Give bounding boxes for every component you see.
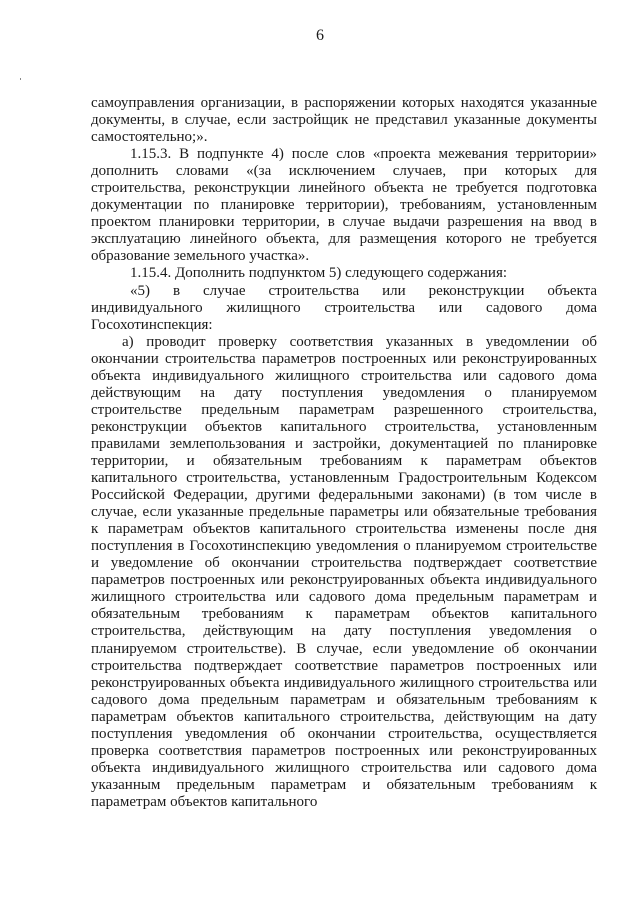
paragraph-1-15-4: 1.15.4. Дополнить подпунктом 5) следующего содержания: — [130, 265, 508, 282]
document-body — [91, 95, 597, 811]
paragraph-subitem-5: «5) в случае строительства или реконструкции объекта индивидуального жилищного строительства или садового дома Госохотинспекция: — [91, 282, 597, 333]
scan-artifact — [20, 78, 21, 80]
page-number: 6 — [316, 27, 324, 44]
paragraph-subitem-a: а) проводит проверку соответствия указанных в уведомлении об окончании строительства параметров построенных или реконструированных объекта индивидуального жилищного строительства или садового дома действующим на дату поступления уведомления о планируемом строительстве предельным параметрам разрешенного строительства, реконструкции объектов капитального строительства, установленным правилами землепользования и застройки, документацией по планировке территории, и обязательным требованиям к параметрам объектов капитального строительства, установленным Градостроительным Кодексом Российской Федерации, другими федеральными законами) (в том числе в случае, если указанные предельные параметры или обязательные требования к параметрам объектов капитального строительства изменены после дня поступления в Госохотинспекцию уведомления о планируемом строительстве и уведомление об окончании строительства подтверждает соответствие параметров построенных или реконструированных объекта индивидуального жилищного строительства или садового дома предельным параметрам и обязательным требованиям к параметрам объектов капитального строительства, действующим на дату поступления уведомления о планируемом строительстве). В случае, если уведомление об окончании строительства подтверждает соответствие параметров построенных или реконструированных объекта индивидуального жилищного строительства или садового дома предельным параметрам и обязательным требованиям к параметрам объектов капитального строительства, действующим на дату поступления уведомления об окончании строительства, осуществляется проверка соответствия параметров построенных или реконструированных объекта индивидуального жилищного строительства или садового дома указанным предельным параметрам и обязательным требованиям к параметрам объектов капитального — [91, 333, 597, 810]
paragraph-continuation: самоуправления организации, в распоряжении которых находятся указанные документы, в случае, если застройщик не представил указанные документы самостоятельно;». — [91, 95, 597, 146]
paragraph-1-15-3: 1.15.3. В подпункте 4) после слов «проекта межевания территории» дополнить словами «(за исключением случаев, при которых для строительства, реконструкции линейного объекта не требуется подготовка документации по планировке территории), требованиям, установленным проектом планировки территории, в случае выдачи разрешения на ввод в эксплуатацию линейного объекта, для размещения которого не требуется образование земельного участка». — [91, 146, 597, 265]
